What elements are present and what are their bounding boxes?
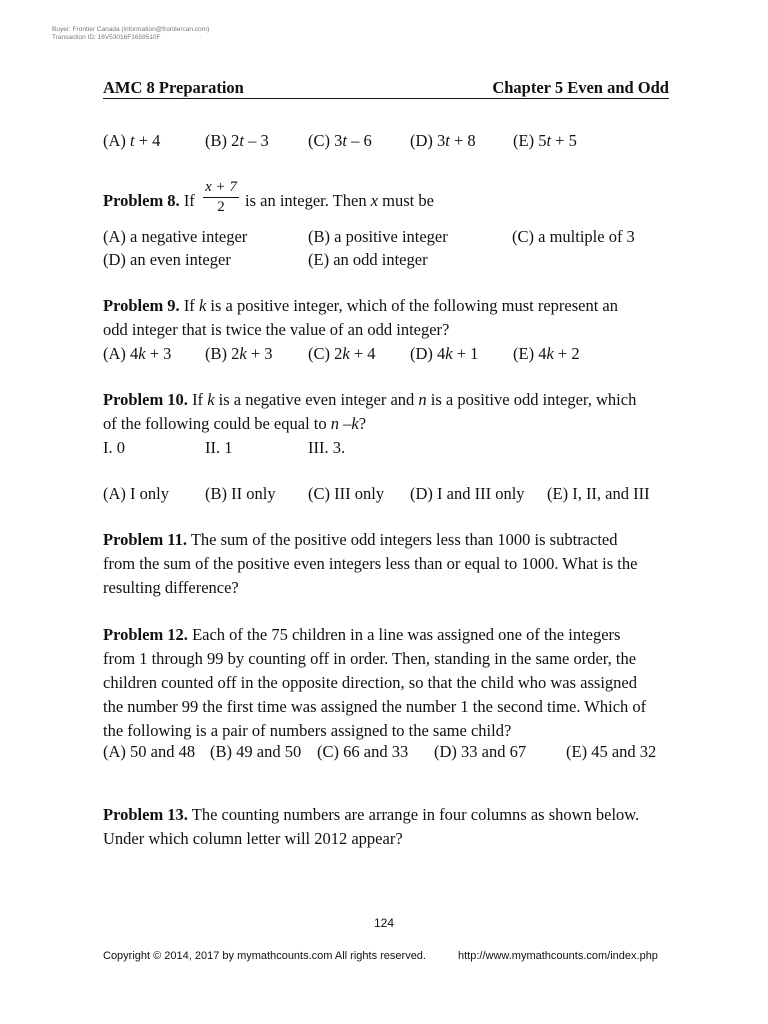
p12-question-line2: from 1 through 99 by counting off in order. Then, standing in the same order, the	[103, 649, 637, 668]
p9-choice-e: (E) 4k + 2	[513, 344, 580, 363]
p10-choice-c: (C) III only	[308, 484, 385, 503]
p10-question-line1: Problem 10. If k is a negative even integer and n is a positive odd integer, which	[103, 390, 637, 409]
footer-url-link[interactable]: http://www.mymathcounts.com/index.php	[458, 950, 658, 962]
p12-choice-e: (E) 45 and 32	[566, 742, 657, 761]
p12-question-line5: the following is a pair of numbers assigned to the same child?	[103, 721, 512, 740]
p13-question-line2: Under which column letter will 2012 appear?	[103, 829, 403, 848]
p9-choice-a: (A) 4k + 3	[103, 344, 172, 363]
p8-label: Problem 8.	[103, 191, 180, 210]
footer-copyright: Copyright © 2014, 2017 by mymathcounts.com All rights reserved.	[103, 950, 426, 962]
p12-choice-c: (C) 66 and 33	[317, 742, 409, 761]
p11-label: Problem 11.	[103, 530, 188, 549]
p8-choice-b: (B) a positive integer	[308, 227, 448, 246]
p7-choice-c: (C) 3t – 6	[308, 131, 372, 150]
page-header	[103, 78, 669, 99]
p8-question-start: Problem 8. If	[103, 191, 195, 210]
header-title-right: Chapter 5 Even and Odd	[492, 78, 669, 97]
p12-question-line4: the number 99 the first time was assigned the number 1 the second time. Which of	[103, 697, 647, 716]
p9-choice-b: (B) 2k + 3	[205, 344, 273, 363]
p10-label: Problem 10.	[103, 390, 188, 409]
p11-question-line1: Problem 11. The sum of the positive odd integers less than 1000 is subtracted	[103, 530, 618, 549]
p8-fraction-denominator: 2	[217, 199, 225, 215]
p9-choice-c: (C) 2k + 4	[308, 344, 376, 363]
p10-roman-iii: III. 3.	[308, 438, 346, 457]
p7-choice-e: (E) 5t + 5	[513, 131, 577, 150]
p12-label: Problem 12.	[103, 625, 188, 644]
p9-question-line2: odd integer that is twice the value of an odd integer?	[103, 320, 450, 339]
p8-fraction-numerator: x + 7	[205, 179, 237, 195]
p13-label: Problem 13.	[103, 805, 188, 824]
p8-choice-a: (A) a negative integer	[103, 227, 248, 246]
p8-question-end: is an integer. Then x must be	[245, 191, 434, 210]
p12-choice-d: (D) 33 and 67	[434, 742, 527, 761]
page-number: 124	[373, 916, 395, 930]
p8-choice-d: (D) an even integer	[103, 250, 231, 269]
p10-choice-d: (D) I and III only	[410, 484, 525, 503]
p11-question-line3: resulting difference?	[103, 578, 239, 597]
p8-choice-e: (E) an odd integer	[308, 250, 428, 269]
purchase-watermark	[52, 26, 209, 42]
p8-fraction	[203, 179, 239, 216]
p12-question-line3: children counted off in the opposite direction, so that the child who was assigned	[103, 673, 637, 692]
p7-choice-a: (A) t + 4	[103, 131, 161, 150]
p10-choice-b: (B) II only	[205, 484, 276, 503]
p9-question-line1: Problem 9. If k is a positive integer, which of the following must represent an	[103, 296, 619, 315]
p7-choice-d: (D) 3t + 8	[410, 131, 476, 150]
p10-roman-i: I. 0	[103, 438, 125, 457]
p11-question-line2: from the sum of the positive even integers less than or equal to 1000. What is the	[103, 554, 638, 573]
p9-label: Problem 9.	[103, 296, 180, 315]
p10-roman-ii: II. 1	[205, 438, 233, 457]
watermark-transaction: Transaction ID: 16V53016F1659510F	[52, 34, 161, 41]
p12-question-line1: Problem 12. Each of the 75 children in a line was assigned one of the integers	[103, 625, 621, 644]
p10-choice-e: (E) I, II, and III	[547, 484, 650, 503]
header-title-left: AMC 8 Preparation	[103, 78, 244, 97]
p10-choice-a: (A) I only	[103, 484, 169, 503]
p9-choice-d: (D) 4k + 1	[410, 344, 479, 363]
p12-choice-b: (B) 49 and 50	[210, 742, 302, 761]
watermark-buyer: Buyer: Frontier Canada (information@frontiercan.com)	[52, 26, 210, 33]
p13-question-line1: Problem 13. The counting numbers are arrange in four columns as shown below.	[103, 805, 640, 824]
p12-choice-a: (A) 50 and 48	[103, 742, 196, 761]
p10-question-line2: of the following could be equal to n –k?	[103, 414, 367, 433]
p7-choice-b: (B) 2t – 3	[205, 131, 269, 150]
p8-choice-c: (C) a multiple of 3	[512, 227, 635, 246]
